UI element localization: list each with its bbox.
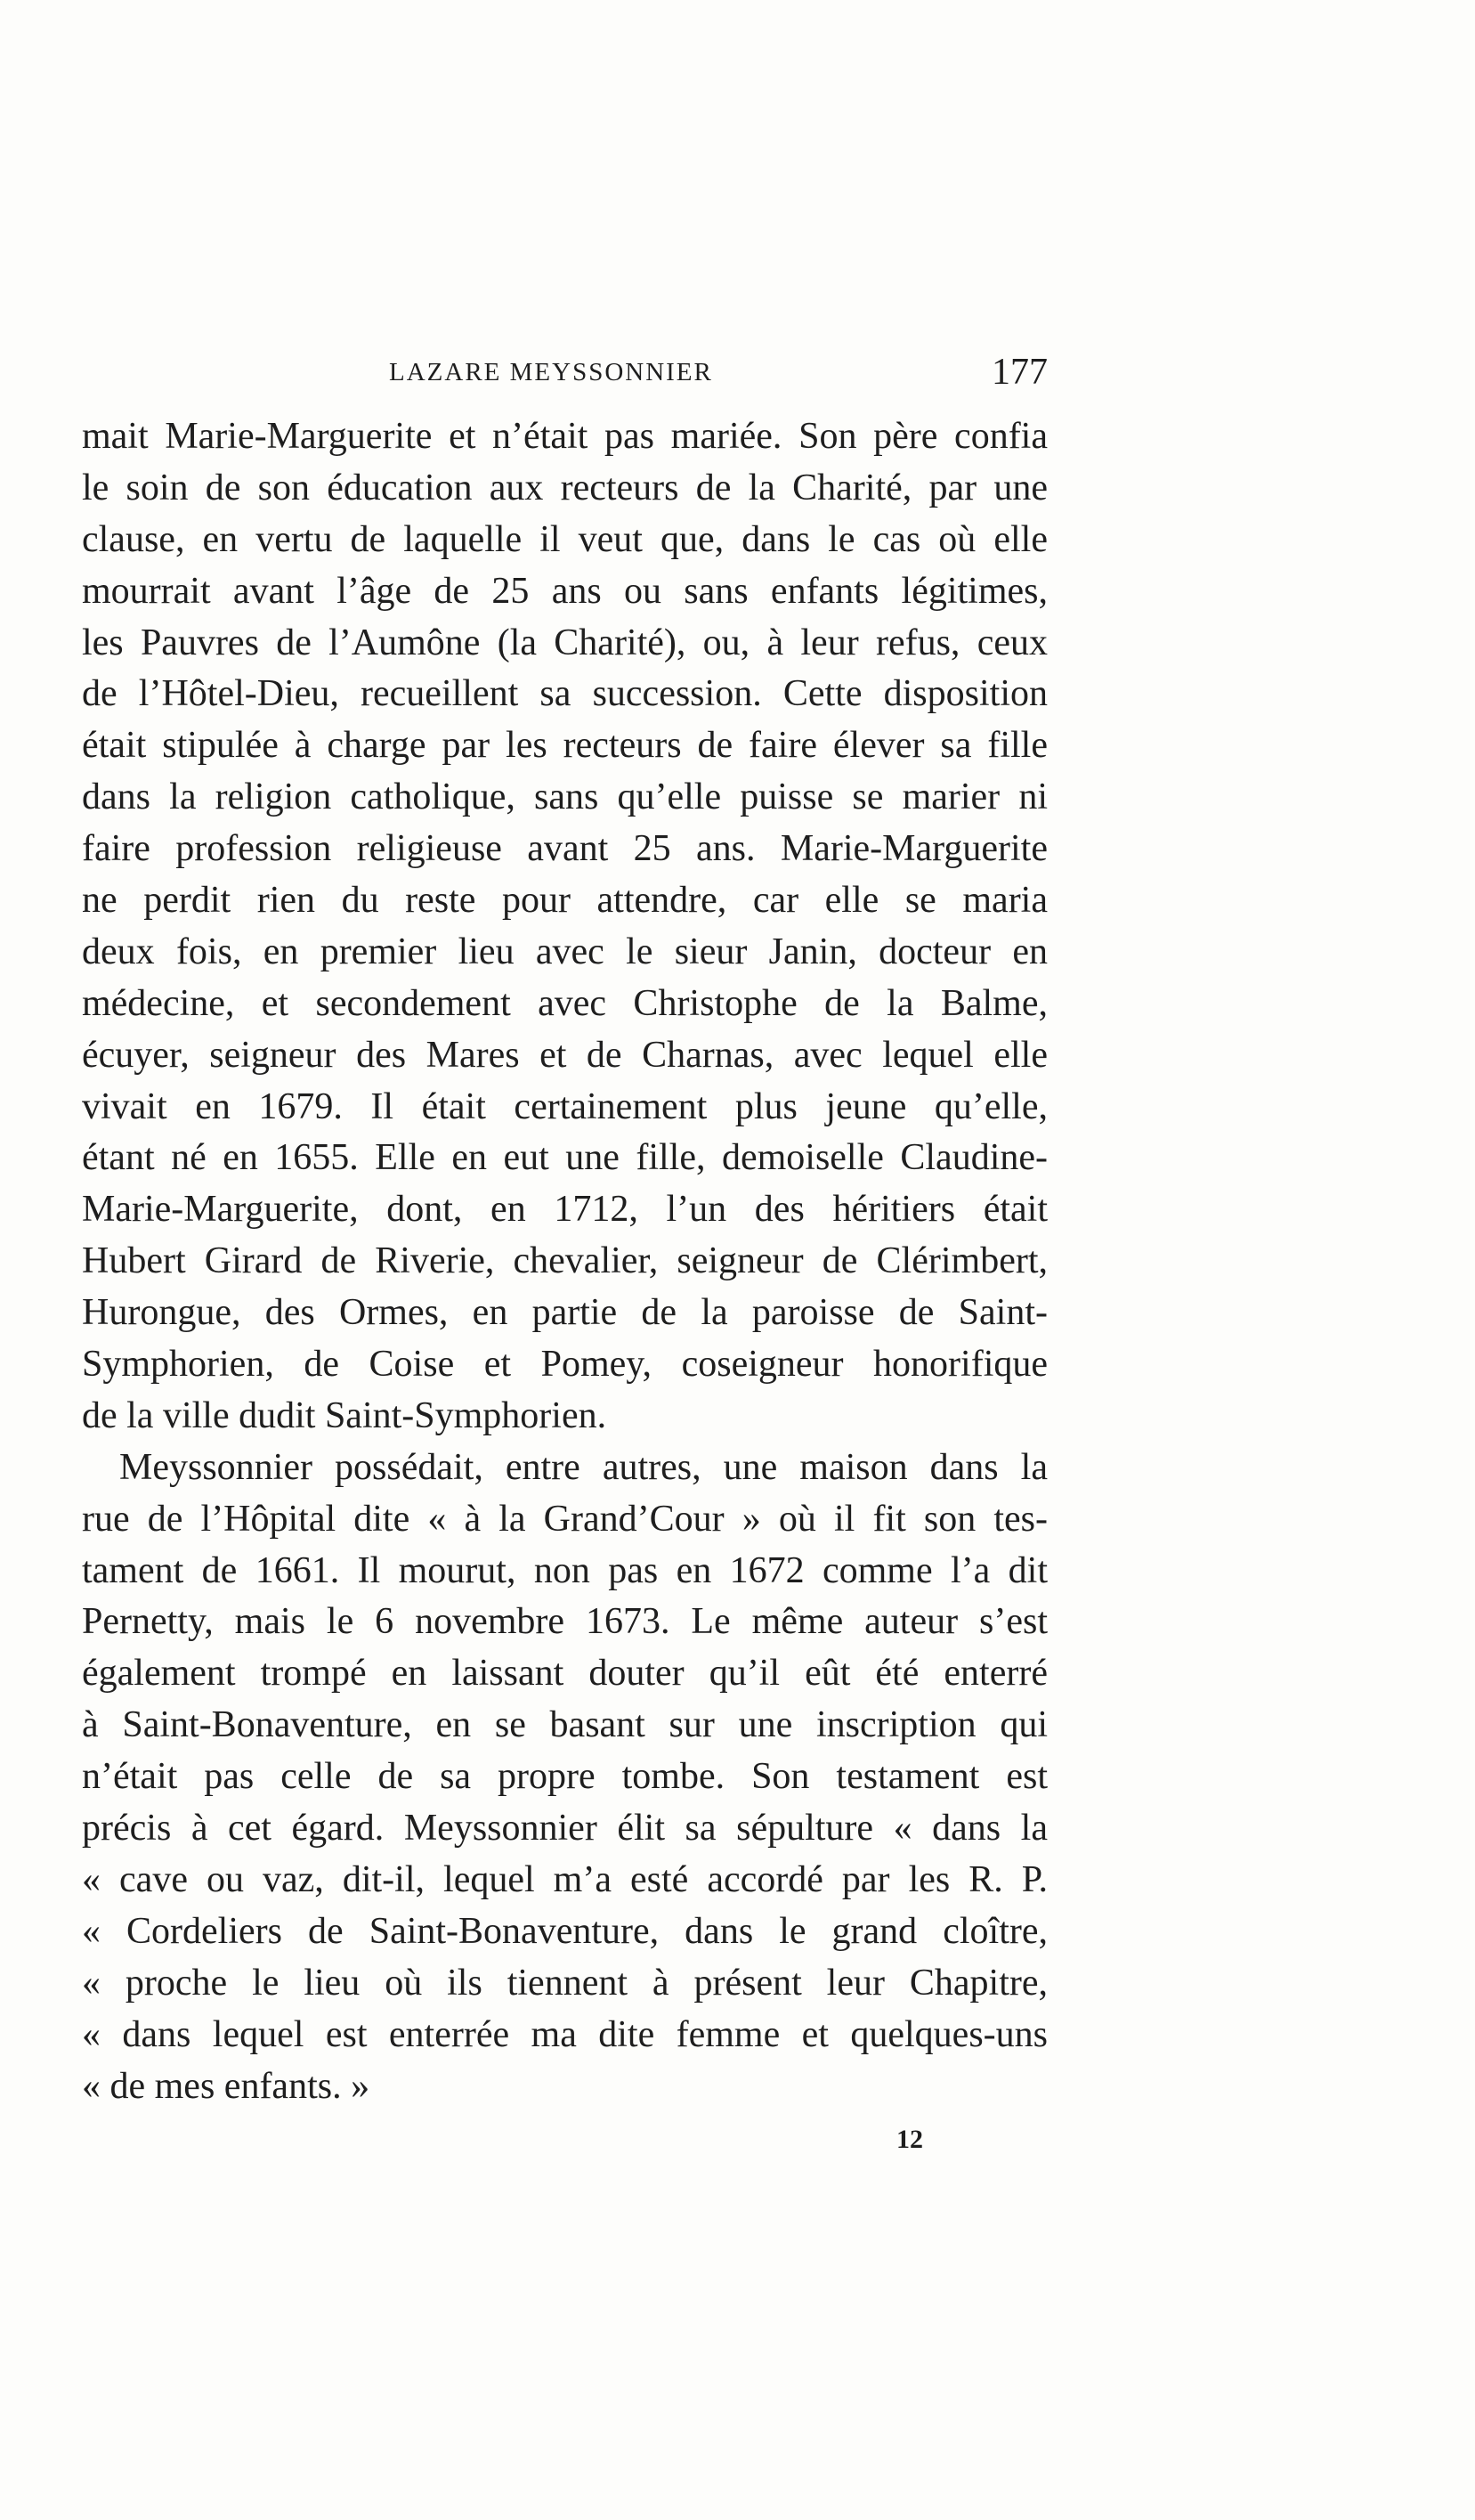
text-line: Marie-Marguerite, dont, en 1712, l’un des héritiers était bbox=[82, 1189, 1048, 1231]
text-line: Hurongue, des Ormes, en partie de la paroisse de Saint- bbox=[82, 1292, 1048, 1334]
text-line: clause, en vertu de laquelle il veut que, dans le cas où elle bbox=[82, 518, 1048, 560]
text-line: dans la religion catholique, sans qu’elle puisse se marier ni bbox=[82, 776, 1048, 818]
text-line: également trompé en laissant douter qu’il eût été enterré bbox=[82, 1653, 1048, 1695]
text-line: rue de l’Hôpital dite « à la Grand’Cour » où il fit son tes- bbox=[82, 1498, 1048, 1540]
text-line: « Cordeliers de Saint-Bonaventure, dans le grand cloître, bbox=[82, 1910, 1048, 1952]
paragraph-end-line: « de mes enfants. » bbox=[82, 2065, 370, 2107]
text-line: Hubert Girard de Riverie, chevalier, seigneur de Clérimbert, bbox=[82, 1240, 1048, 1282]
text-line: mait Marie-Marguerite et n’était pas mariée. Son père confia bbox=[82, 416, 1048, 457]
text-line: « dans lequel est enterrée ma dite femme et quelques-uns bbox=[82, 2013, 1048, 2055]
paragraph-end-line: de la ville dudit Saint-Symphorien. bbox=[82, 1394, 607, 1436]
text-line: Pernetty, mais le 6 novembre 1673. Le même auteur s’est bbox=[82, 1601, 1048, 1643]
text-line: « cave ou vaz, dit-il, lequel m’a esté accordé par les R. P. bbox=[82, 1858, 1048, 1900]
text-line: était stipulée à charge par les recteurs de faire élever sa fille bbox=[82, 725, 1048, 767]
page-number: 177 bbox=[992, 352, 1048, 393]
text-line: les Pauvres de l’Aumône (la Charité), ou, à leur refus, ceux bbox=[82, 622, 1048, 663]
text-line: médecine, et secondement avec Christophe de la Balme, bbox=[82, 982, 1048, 1024]
text-line: écuyer, seigneur des Mares et de Charnas, avec lequel elle bbox=[82, 1034, 1048, 1076]
text-line: ne perdit rien du reste pour attendre, car elle se maria bbox=[82, 880, 1048, 922]
text-line: Symphorien, de Coise et Pomey, coseigneur honorifique bbox=[82, 1344, 1048, 1386]
text-line: à Saint-Bonaventure, en se basant sur une inscription qui bbox=[82, 1704, 1048, 1746]
text-line: mourrait avant l’âge de 25 ans ou sans enfants légitimes, bbox=[82, 570, 1048, 612]
text-line: vivait en 1679. Il était certainement plus jeune qu’elle, bbox=[82, 1085, 1048, 1127]
paragraph-start-line: Meyssonnier possédait, entre autres, une maison dans la bbox=[119, 1446, 1048, 1488]
body-text bbox=[82, 411, 1048, 2112]
text-line: deux fois, en premier lieu avec le sieur Janin, docteur en bbox=[82, 931, 1048, 972]
text-line: « proche le lieu où ils tiennent à présent leur Chapitre, bbox=[82, 1962, 1048, 2004]
text-line: tament de 1661. Il mourut, non pas en 1672 comme l’a dit bbox=[82, 1549, 1048, 1591]
running-head: LAZARE MEYSSONNIER bbox=[389, 358, 713, 386]
text-line: précis à cet égard. Meyssonnier élit sa sépulture « dans la bbox=[82, 1808, 1048, 1849]
signature-mark: 12 bbox=[896, 2125, 923, 2154]
text-line: le soin de son éducation aux recteurs de la Charité, par une bbox=[82, 467, 1048, 508]
page-header bbox=[82, 354, 1048, 408]
text-line: de l’Hôtel-Dieu, recueillent sa succession. Cette disposition bbox=[82, 673, 1048, 715]
text-line: faire profession religieuse avant 25 ans. Marie-Marguerite bbox=[82, 828, 1048, 870]
text-line: étant né en 1655. Elle en eut une fille, demoiselle Claudine- bbox=[82, 1137, 1048, 1179]
text-line: n’était pas celle de sa propre tombe. Son testament est bbox=[82, 1756, 1048, 1798]
